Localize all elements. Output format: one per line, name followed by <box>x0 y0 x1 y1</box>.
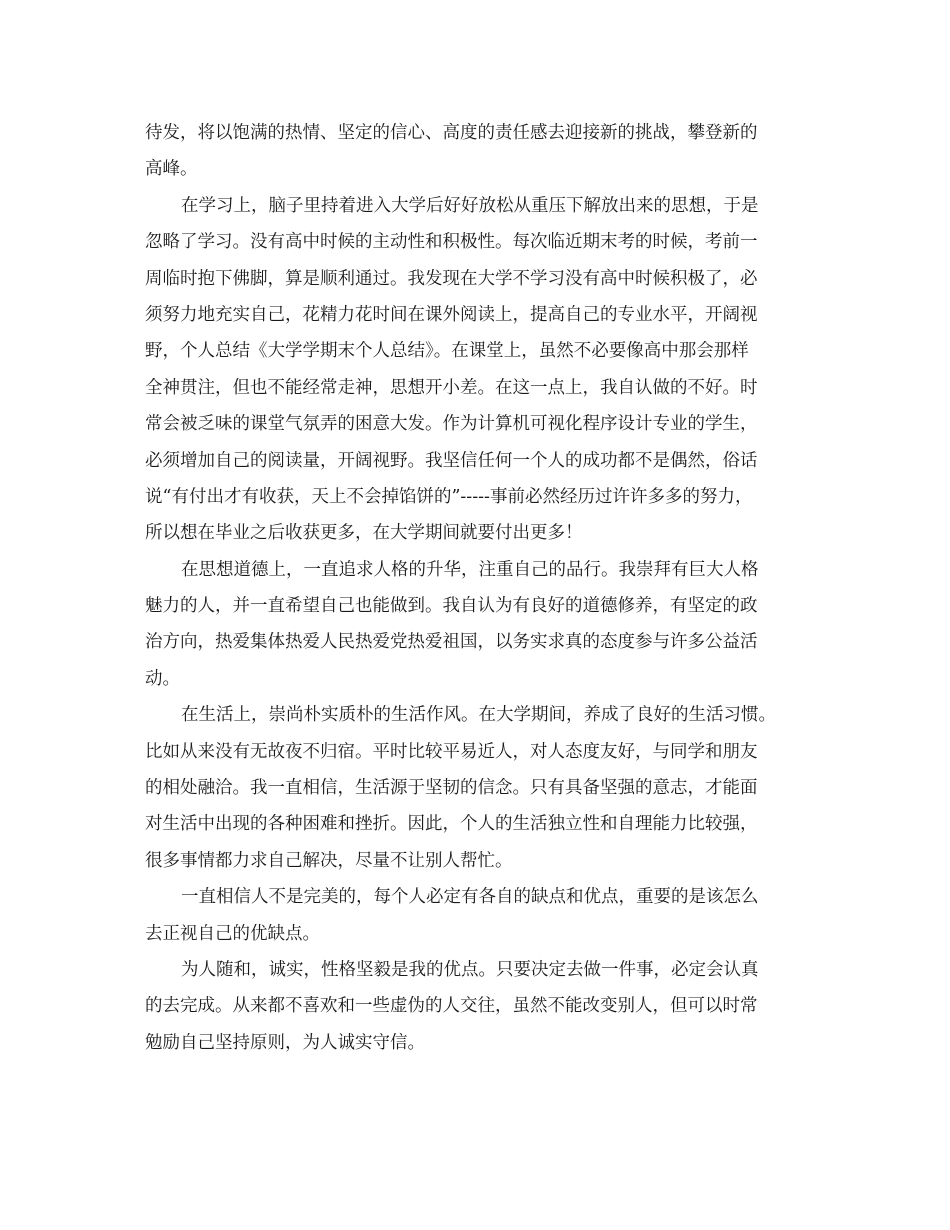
text-line: 高峰。 <box>145 159 198 180</box>
text-line: 一直相信人不是完美的，每个人必定有各自的缺点和优点，重要的是该怎么 <box>181 887 759 908</box>
text-line: 必须增加自己的阅读量，开阔视野。我坚信任何一个人的成功都不是偶然，俗话 <box>145 450 758 471</box>
text-line: 周临时抱下佛脚，算是顺利通过。我发现在大学不学习没有高中时候积极了，必 <box>145 268 758 289</box>
text-line: 须努力地充实自己，花精力花时间在课外阅读上，提高自己的专业水平，开阔视 <box>145 304 758 325</box>
text-line: 的相处融洽。我一直相信，生活源于坚韧的信念。只有具备坚强的意志，才能面 <box>145 778 758 799</box>
text-line: 说“有付出才有收获，天上不会掉馅饼的”-----事前必然经历过许许多多的努力， <box>145 486 753 507</box>
text-line: 在生活上，崇尚朴实质朴的生活作风。在大学期间，养成了良好的生活习惯。 <box>181 705 776 726</box>
text-line: 在学习上，脑子里持着进入大学后好好放松从重压下解放出来的思想，于是 <box>181 195 759 216</box>
text-line: 待发，将以饱满的热情、坚定的信心、高度的责任感去迎接新的挑战，攀登新的 <box>145 123 758 143</box>
text-line: 在思想道德上，一直追求人格的升华，注重自己的品行。我崇拜有巨大人格 <box>181 559 759 580</box>
text-line: 全神贯注，但也不能经常走神，思想开小差。在这一点上，我自认做的不好。时 <box>145 377 758 398</box>
document-body <box>145 115 825 1061</box>
text-line: 常会被乏味的课堂气氛弄的困意大发。作为计算机可视化程序设计专业的学生， <box>145 414 758 435</box>
text-line: 比如从来没有无故夜不归宿。平时比较平易近人，对人态度友好，与同学和朋友 <box>145 741 758 762</box>
text-line: 对生活中出现的各种困难和挫折。因此，个人的生活独立性和自理能力比较强， <box>145 814 758 835</box>
text-line: 勉励自己坚持原则，为人诚实守信。 <box>145 1032 425 1053</box>
text-line: 野，个人总结《大学学期末个人总结》。在课堂上，虽然不必要像高中那会那样 <box>145 341 749 362</box>
text-line: 去正视自己的优缺点。 <box>145 923 320 944</box>
text-line: 治方向，热爱集体热爱人民热爱党热爱祖国，以务实求真的态度参与许多公益活 <box>145 632 758 653</box>
text-line: 忽略了学习。没有高中时候的主动性和积极性。每次临近期末考的时候，考前一 <box>145 232 758 253</box>
text-line: 魅力的人，并一直希望自己也能做到。我自认为有良好的道德修养，有坚定的政 <box>145 596 758 617</box>
text-line: 所以想在毕业之后收获更多，在大学期间就要付出更多！ <box>145 523 583 544</box>
text-line: 很多事情都力求自己解决，尽量不让别人帮忙。 <box>145 850 513 871</box>
text-line: 动。 <box>145 668 180 689</box>
text-line: 的去完成。从来都不喜欢和一些虚伪的人交往，虽然不能改变别人，但可以时常 <box>145 996 758 1017</box>
text-line: 为人随和，诚实，性格坚毅是我的优点。只要决定去做一件事，必定会认真 <box>181 959 759 980</box>
